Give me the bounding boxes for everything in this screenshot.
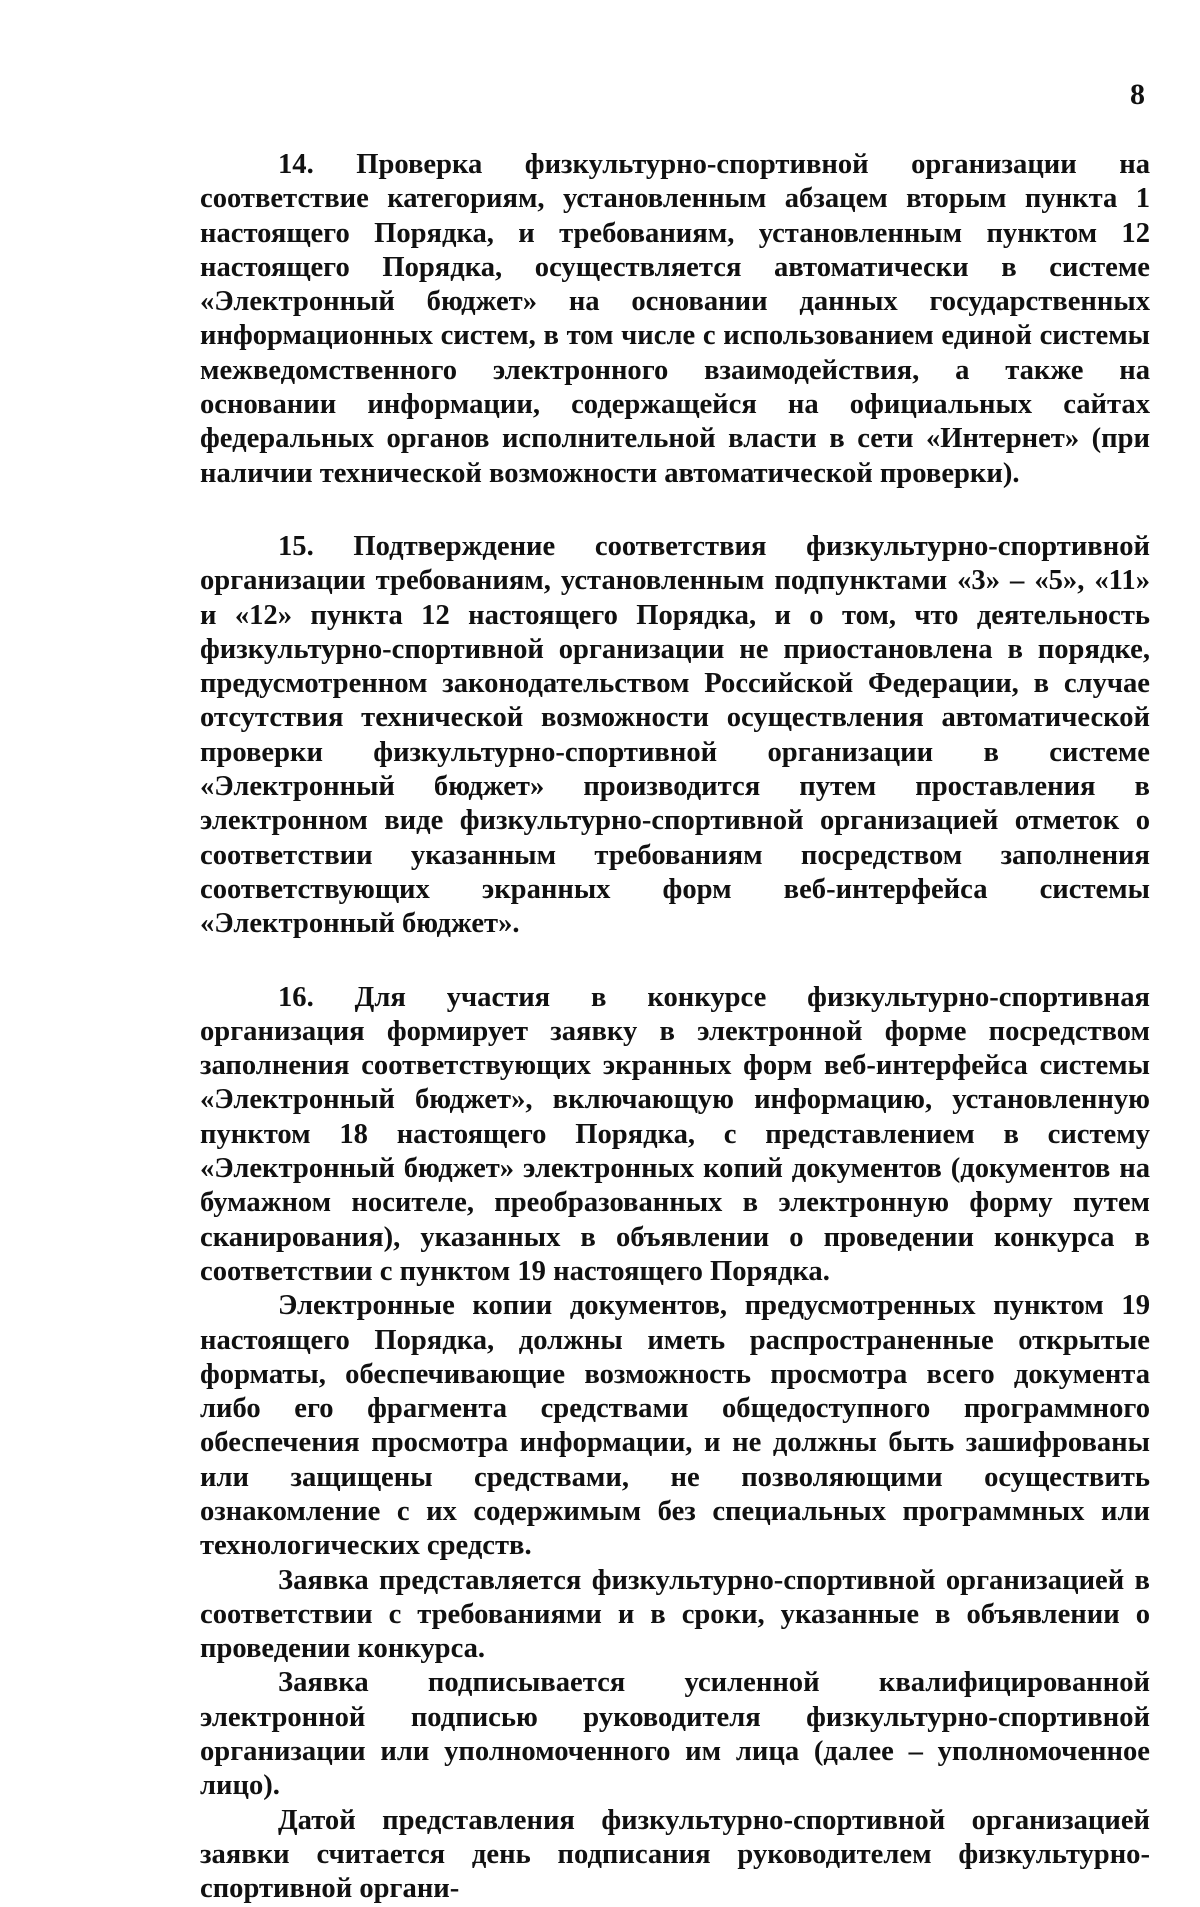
paragraph-application-signature: Заявка подписывается усиленной квалифицированной электронной подписью руководителя физкультурно-спортивной организации или уполномоченного им лица (далее – уполномоченное лицо). [200,1667,1150,1802]
paragraph-14: 14. Проверка физкультурно-спортивной организации на соответствие категориям, установленным абзацем вторым пункта 1 настоящего Порядка, и требованиям, установленным пунктом 12 настоящего Порядка, осуществляется автоматически в системе «Электронный бюджет» на основании данных государственных информационных систем, в том числе с использованием единой системы межведомственного электронного взаимодействия, а также на основании информации, содержащейся на официальных сайтах федеральных органов исполнительной власти в сети «Интернет» (при наличии технической возможности автоматической проверки). [200,149,1150,489]
paragraph-submission-date: Датой представления физкультурно-спортивной организацией заявки считается день подписания руководителем физкультурно-спортивной органи- [200,1804,1150,1905]
document-body [200,148,1150,1907]
paragraph-16: 16. Для участия в конкурсе физкультурно-спортивная организация формирует заявку в электронной форме посредством заполнения соответствующих экранных форм веб-интерфейса системы «Электронный бюджет», включающую информацию, установленную пунктом 18 настоящего Порядка, с представлением в систему «Электронный бюджет» электронных копий документов (документов на бумажном носителе, преобразованных в электронную форму путем сканирования), указанных в объявлении о проведении конкурса в соответствии с пунктом 19 настоящего Порядка. [200,981,1150,1287]
paragraph-application-submission: Заявка представляется физкультурно-спортивной организацией в соответствии с требованиями и в сроки, указанные в объявлении о проведении конкурса. [200,1564,1150,1665]
page-number: 8 [1130,78,1145,111]
paragraph-electronic-copies: Электронные копии документов, предусмотренных пунктом 19 настоящего Порядка, должны иметь распространенные открытые форматы, обеспечивающие возможность просмотра всего документа либо его фрагмента средствами общедоступного программного обеспечения просмотра информации, и не должны быть зашифрованы или защищены средствами, не позволяющими осуществить ознакомление с их содержимым без специальных программных или технологических средств. [200,1290,1150,1562]
paragraph-15: 15. Подтверждение соответствия физкультурно-спортивной организации требованиям, установленным подпунктами «3» – «5», «11» и «12» пункта 12 настоящего Порядка, и о том, что деятельность физкультурно-спортивной организации не приостановлена в порядке, предусмотренном законодательством Российской Федерации, в случае отсутствия технической возможности осуществления автоматической проверки физкультурно-спортивной организации в системе «Электронный бюджет» производится путем проставления в электронном виде физкультурно-спортивной организацией отметок о соответствии указанным требованиям посредством заполнения соответствующих экранных форм веб-интерфейса системы «Электронный бюджет». [200,530,1150,940]
